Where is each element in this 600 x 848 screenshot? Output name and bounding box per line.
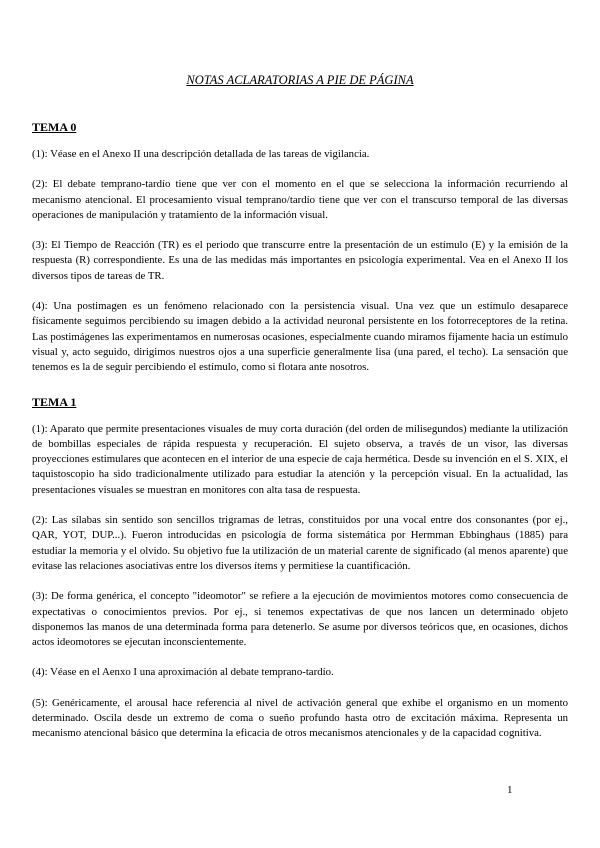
footnote-tema0-1: (1): Véase en el Anexo II una descripción detallada de las tareas de vigilancia.	[32, 148, 370, 160]
footnote-tema1-1: (1): Aparato que permite presentaciones visuales de muy corta duración (del orden de milisegundos) mediante la utilización de bombillas especiales de rápida respuesta y recuperación. El sujeto observa, a través de un visor, las diversas proyecciones estimulares que acontecen en el interior de una especie de caja hermética. Desde su invención en el S. XIX, el taquistoscopio ha sido tradicionalmente utilizado para estudiar la atención y la percepción visual. En la actualidad, las presentaciones visuales se muestran en monitores con alta tasa de respuesta.	[32, 422, 568, 496]
document-title: NOTAS ACLARATORIAS A PIE DE PÁGINA	[186, 73, 414, 87]
footnote-tema1-5: (5): Genéricamente, el arousal hace referencia al nivel de activación general que exhibe el organismo en un momento determinado. Oscila desde un extremo de coma o sueño profundo hasta otro de excitación máxima. Representa un mecanismo atencional básico que determina la eficacia de otros mecanismos atencionales y de la capacidad cognitiva.	[32, 696, 568, 740]
footnote-tema0-3: (3): El Tiempo de Reacción (TR) es el periodo que transcurre entre la presentación de un estímulo (E) y la emisión de la respuesta (R) correspondiente. Es una de las medidas más importantes en psicología experimental. Vea en el Anexo II los diversos tipos de tareas de TR.	[32, 239, 568, 282]
footnote-tema0-2: (2): El debate temprano-tardío tiene que ver con el momento en el que se selecciona la información recurriendo al mecanismo atencional. El procesamiento visual temprano/tardío tiene que ver con el transcurso temporal de las diversas operaciones de manipulación y tratamiento de la información visual.	[32, 178, 568, 221]
footnote-tema0-4: (4): Una postimagen es un fenómeno relacionado con la persistencia visual. Una vez que un estímulo desaparece físicamente seguimos percibiendo su imagen debido a la actividad neuronal persistente en los fotorreceptores de la retina. Las postimágenes las experimentamos en numerosas ocasiones, especialmente cuando miramos fijamente hacia un estímulo visual y, acto seguido, dirigimos nuestros ojos a una superficie generalmente lisa (una pared, el techo). La sensación que tenemos es la de seguir percibiendo el estímulo, como si flotara ante nosotros.	[32, 300, 568, 374]
section-heading-tema-0: TEMA 0	[32, 120, 77, 134]
section-heading-tema-1: TEMA 1	[32, 394, 77, 409]
document-body	[32, 119, 568, 742]
footnote-tema1-2: (2): Las sílabas sin sentido son sencillos trigramas de letras, constituidos por una vocal entre dos consonantes (por ej., QAR, YOT, DUP...). Fueron introducidas en psicología de forma sistemática por Hermman Ebbinghaus (1885) para estudiar la memoria y el olvido. Su objetivo fue la utilización de un material carente de significado (al menos aparente) que evitase las relaciones asociativas entre los diversos ítems y permitiese la cuantificación.	[32, 514, 568, 572]
footnote-tema1-3: (3): De forma genérica, el concepto "ideomotor" se refiere a la ejecución de movimientos motores como consecuencia de expectativas o conocimientos previos. Por ej., si tenemos expectativas de que nos lancen un determinado objeto disponemos las manos de una determinada forma para detenerlo. Se asume por diversos teóricos que, en ocasiones, dichos actos ideomotores se ejecutan inconscientemente.	[32, 590, 568, 649]
footnote-tema1-4: (4): Véase en el Aenxo I una aproximación al debate temprano-tardío.	[32, 666, 334, 679]
page-number: 1	[507, 784, 513, 796]
